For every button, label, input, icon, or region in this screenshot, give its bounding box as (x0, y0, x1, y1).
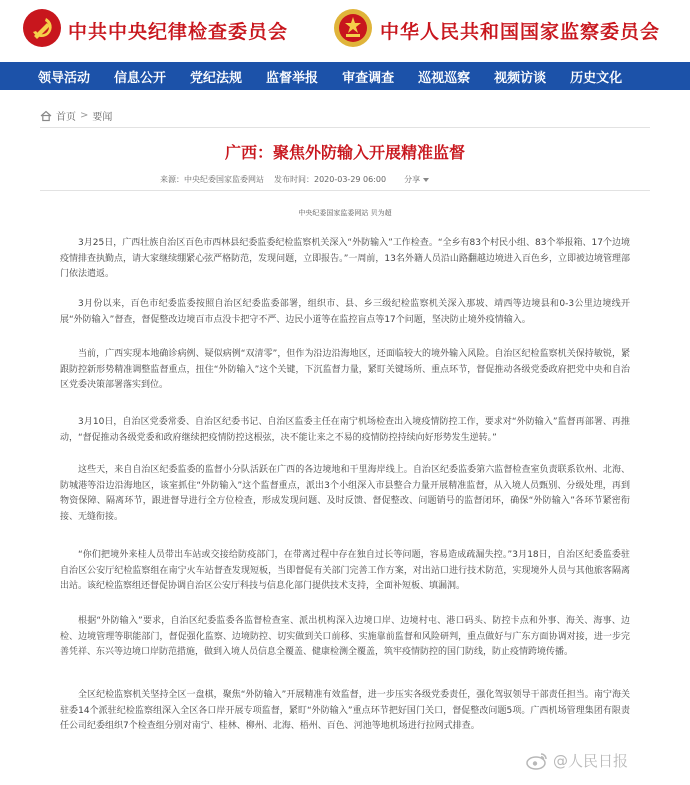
site-banner (0, 0, 690, 62)
breadcrumb (40, 108, 112, 123)
source-value: 中央纪委国家监委网站 (184, 175, 264, 184)
paragraph-text: 3月10日，自治区党委常委、自治区纪委书记、自治区监委主任在南宁机场检查出入境疫情防控工作，要求对“外防输入”监督再部署、再推动，“督促推动各级党委和政府继续把疫情防控这根弦，决不能让来之不易的疫情防控持续向好形势发生逆转。” (60, 417, 630, 443)
paragraph-text: 3月份以来，百色市纪委监委按照自治区纪委监委部署，组织市、县、乡三级纪检监察机关深入那坡、靖西等边境县和0-3公里边境线开展“外防输入”督查，督促整改边境百市点没卡把守不严、边民小道等在监控盲点等17个问题，坚决防止境外疫情输入。 (60, 299, 630, 325)
article-meta (160, 174, 429, 185)
main-nav (0, 62, 690, 90)
national-emblem-icon[interactable] (333, 8, 373, 48)
nav-item-party-regulations[interactable]: 党纪法规 (190, 70, 243, 86)
paragraph-text: “你们把境外来桂人员带出车站或交接给防疫部门，在带离过程中存在独自过长等问题，容易造成疏漏失控。”3月18日，自治区纪委监委驻自治区公安厅纪检监察组在南宁火车站督查发现短板，当即督促有关部门完善工作方案，对出站口进行技术防范，实现境外人员与其他旅客隔离出站。该纪检监察组还督促协调自治区公安厅科技与信息化部门提供技术支持，全面补短板、填漏洞。 (60, 550, 630, 591)
nsc-site-title[interactable]: 中华人民共和国国家监察委员会 (380, 21, 661, 43)
paragraph-text: 当前，广西实现本地确诊病例、疑似病例“双清零”，但作为沿边沿海地区，还面临较大的境外输入风险。自治区纪检监察机关保持敏锐，紧跟防控新形势精准调整监督重点，扭住“外防输入”这个关键，下沉监督力量，紧盯关键场所、重点环节，督促推动各级党委政府把党中央和自治区党委决策部署落实到位。 (60, 349, 630, 390)
party-emblem-icon[interactable] (22, 8, 62, 48)
article-paragraph-8 (60, 688, 630, 735)
nav-item-leadership[interactable]: 领导活动 (38, 70, 91, 86)
nav-item-report[interactable]: 监督举报 (266, 70, 319, 86)
weibo-watermark (526, 750, 628, 771)
paragraph-text: 根据“外防输入”要求，自治区纪委监委各监督检查室、派出机构深入边境口岸、边境村屯、港口码头、防控卡点和外事、海关、海事、边检、边境管理等职能部门，督促强化监察、边境防控、切实做到关口前移、实施靠前监督和风险研判，重点做好与广东方面协调对接，进一步完善凭祥、东兴等边境口岸防范措施，做到入境人员信息全覆盖、健康检测全覆盖，筑牢疫情防控的国门防线，防止疫情跨境传播。 (60, 616, 630, 657)
share-label: 分享 (404, 175, 421, 184)
article-paragraph-6 (60, 548, 630, 595)
share-button[interactable] (404, 174, 429, 185)
paragraph-text: 3月25日，广西壮族自治区百色市西林县纪委监委纪检监察机关深入“外防输入”工作检查。“全乡有83个村民小组、83个举报箱、17个边境疫情排查执勤点，请大家继续绷紧心弦严格防范，发现问题，立即报告。”一周前，13名外籍人员沿山路翻越边境进入百色乡，立即被边境管理部门依法遣返。 (60, 238, 630, 279)
ccdi-site-title[interactable]: 中共中央纪律检查委员会 (68, 21, 289, 43)
paragraph-text: 这些天，来自自治区纪委监委的监督小分队活跃在广西的各边境地和干里海岸线上。自治区纪委监委第六监督检查室负责联系钦州、北海、防城港等沿边沿海地区，该室抓住“外防输入”这个监督重点，派出3个小组深入市县整合力量开展精准监督，从入境人员甄别、分级处理，再到物资保障、隔离环节，跟进督导进行全方位检查，形成发现问题、及时反馈、督促整改、问题销号的监督闭环，确保“外防输入”各环节紧密衔接、无缝衔接。 (60, 465, 630, 522)
nav-item-inspection[interactable]: 巡视巡察 (418, 70, 471, 86)
nav-item-info-disclosure[interactable]: 信息公开 (114, 70, 167, 86)
article-paragraph-2 (60, 297, 630, 328)
article-title: 广西：聚焦外防输入开展精准监督 (224, 143, 465, 162)
watermark-text: @人民日报 (552, 752, 628, 770)
article-paragraph-1 (60, 236, 630, 283)
article-paragraph-7 (60, 614, 630, 661)
article-paragraph-5 (60, 463, 630, 525)
time-value: 2020-03-29 06:00 (314, 175, 387, 184)
time-label: 发布时间： (274, 175, 314, 184)
nav-item-history[interactable]: 历史文化 (570, 70, 623, 86)
chevron-down-icon (423, 178, 429, 182)
source-label: 来源： (160, 175, 184, 184)
breadcrumb-home-link[interactable]: 首页 (56, 112, 76, 123)
breadcrumb-divider (40, 127, 650, 128)
weibo-icon (526, 752, 548, 770)
nav-item-investigation[interactable]: 审查调查 (342, 70, 395, 86)
article-paragraph-4 (60, 415, 630, 446)
paragraph-text: 全区纪检监察机关坚持全区一盘棋，聚焦“外防输入”开展精准有效监督，进一步压实各级党委责任，强化驾驭领导干部责任担当。南宁海关驻委14个派驻纪检监察组深入全区各口岸开展专项监督，紧盯“外防输入”重点环节把好国门关口，督促整改问题5项。广西机场管理集团有限责任公司纪委组织7个检查组分别对南宁、桂林、柳州、北海、梧州、百色、河池等地机场进行拉网式排查。 (60, 690, 630, 731)
breadcrumb-current-link[interactable]: 要闻 (92, 112, 113, 123)
nav-item-video[interactable]: 视频访谈 (494, 70, 547, 86)
breadcrumb-separator: > (80, 110, 89, 121)
home-icon[interactable] (40, 110, 52, 122)
article-paragraph-3 (60, 347, 630, 394)
meta-divider (40, 190, 650, 191)
article-byline: 中央纪委国家监委网站 贝为超 (298, 209, 392, 217)
